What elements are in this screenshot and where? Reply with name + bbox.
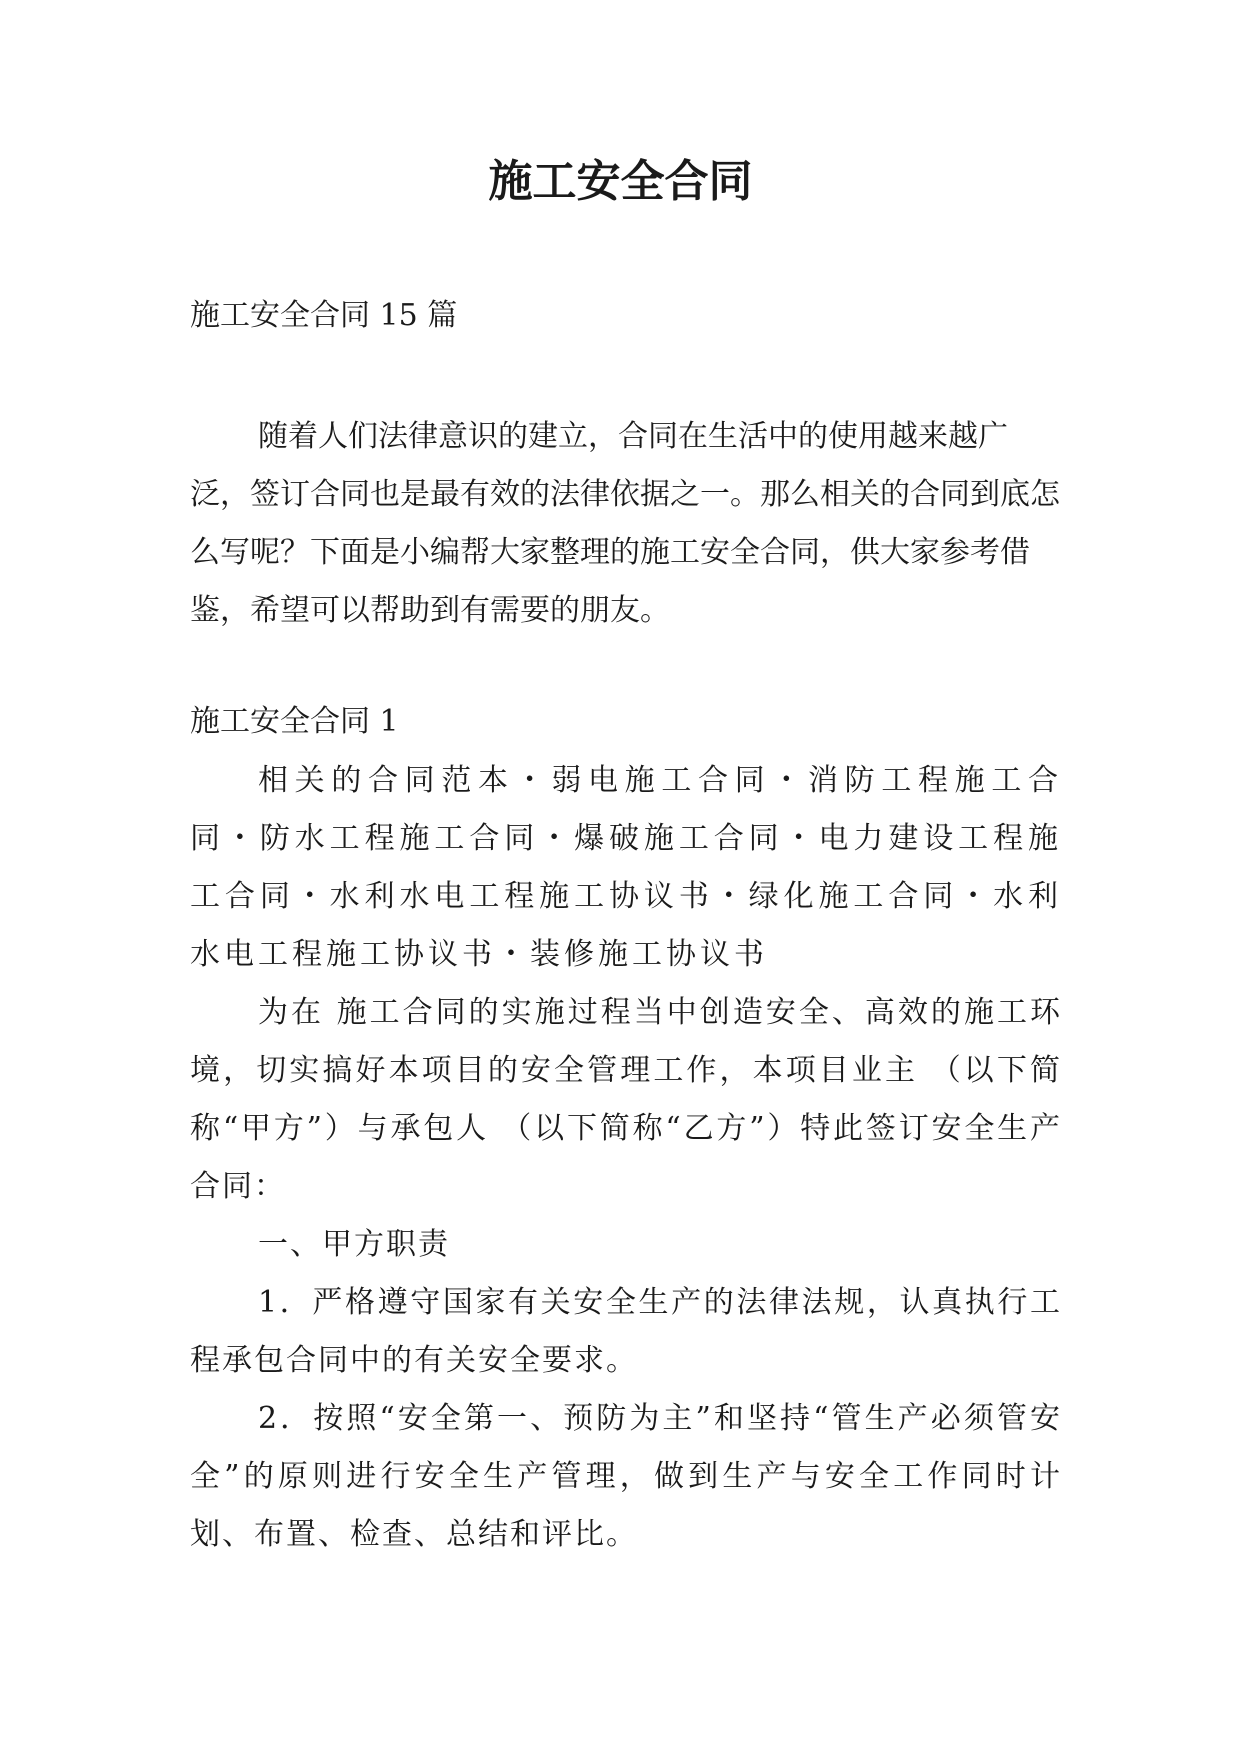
document-subtitle: 施工安全合同 15 篇 (190, 298, 458, 333)
clause-heading: 一、甲方职责 (258, 1227, 450, 1262)
intro-paragraph: 随着人们法律意识的建立，合同在生活中的使用越来越广泛，签订合同也是最有效的法律依据之一。那么相关的合同到底怎么写呢？下面是小编帮大家整理的施工安全合同，供大家参考借鉴，希望可以帮助到有需要的朋友。 (190, 419, 1060, 628)
preamble-paragraph: 为在 施工合同的实施过程当中创造安全、高效的施工环境，切实搞好本项目的安全管理工作，本项目业主 （以下简称“甲方”）与承包人 （以下简称“乙方”）特此签订安全生产合同： (190, 995, 1062, 1204)
clause-item-2: 2．按照“安全第一、预防为主”和坚持“管生产必须管安全”的原则进行安全生产管理，做到生产与安全工作同时计划、布置、检查、总结和评比。 (190, 1401, 1062, 1552)
related-templates-paragraph: 相关的合同范本・弱电施工合同・消防工程施工合同・防水工程施工合同・爆破施工合同・电力建设工程施工合同・水利水电工程施工协议书・绿化施工合同・水利水电工程施工协议书・装修施工协议书 (190, 763, 1062, 972)
section-heading: 施工安全合同 1 (190, 704, 399, 739)
clause-item-1: 1．严格遵守国家有关安全生产的法律法规，认真执行工程承包合同中的有关安全要求。 (190, 1285, 1062, 1378)
document-title: 施工安全合同 (488, 156, 753, 207)
section-body (190, 752, 1062, 1564)
